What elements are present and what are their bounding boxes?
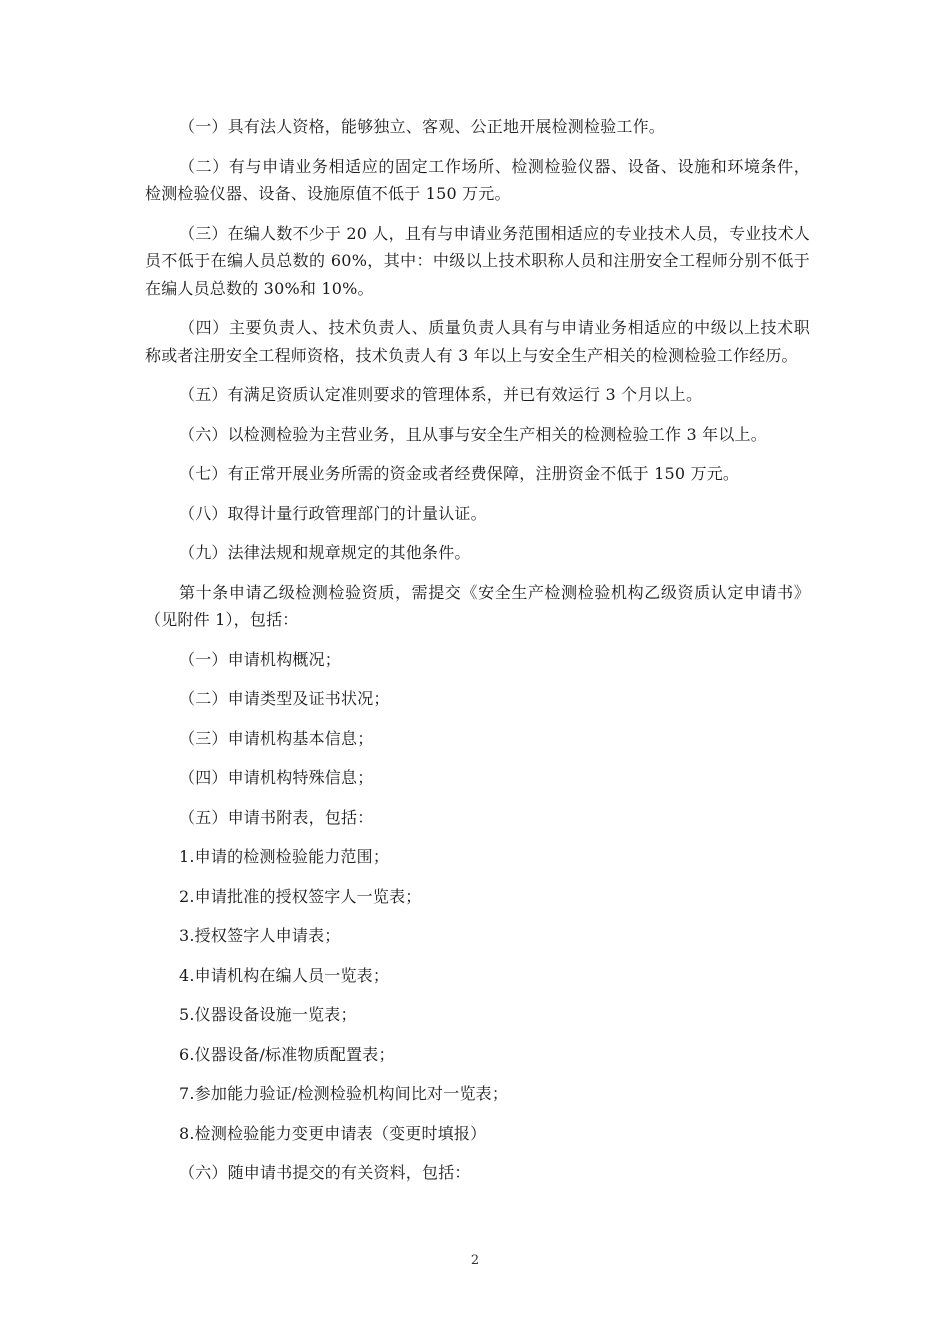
list-item: （六）随申请书提交的有关资料，包括： [179, 1163, 471, 1182]
numbered-item: 2.申请批准的授权签字人一览表； [179, 886, 422, 906]
paragraph: （九）法律法规和规章规定的其他条件。 [179, 543, 471, 562]
numbered-item: 5.仪器设备设施一览表； [179, 1005, 357, 1024]
paragraph: （五）有满足资质认定准则要求的管理体系，并已有效运行 3 个月以上。 [179, 385, 703, 404]
numbered-item: 4.申请机构在编人员一览表； [179, 965, 390, 985]
numbered-item: 1.申请的检测检验能力范围； [179, 847, 390, 866]
numbered-item: 7.参加能力验证/检测检验机构间比对一览表； [179, 1084, 509, 1103]
list-item: （三）申请机构基本信息； [179, 728, 374, 748]
paragraph: （二）有与申请业务相适应的固定工作场所、检测检验仪器、设备、设施和环境条件，检测检验仪器、设备、设施原值不低于 150 万元。 [145, 156, 810, 203]
numbered-item: 3.授权签字人申请表； [179, 926, 341, 945]
numbered-item: 8.检测检验能力变更申请表（变更时填报） [179, 1123, 487, 1143]
list-item: （五）申请书附表，包括： [179, 807, 374, 827]
list-item: （四）申请机构特殊信息； [179, 768, 374, 787]
page-number: 2 [470, 1253, 480, 1268]
paragraph: （六）以检测检验为主营业务，且从事与安全生产相关的检测检验工作 3 年以上。 [179, 424, 767, 444]
numbered-item: 6.仪器设备/标准物质配置表； [179, 1044, 395, 1064]
paragraph: （一）具有法人资格，能够独立、客观、公正地开展检测检验工作。 [179, 117, 666, 136]
paragraph: （八）取得计量行政管理部门的计量认证。 [179, 503, 487, 523]
article-paragraph: 第十条申请乙级检测检验资质，需提交《安全生产检测检验机构乙级资质认定申请书》（见附件 1），包括： [145, 582, 810, 629]
paragraph: （七）有正常开展业务所需的资金或者经费保障，注册资金不低于 150 万元。 [179, 464, 740, 483]
list-item: （二）申请类型及证书状况； [179, 689, 390, 708]
list-item: （一）申请机构概况； [179, 649, 342, 669]
document-body [145, 113, 810, 1199]
paragraph: （三）在编人数不少于 20 人，且有与申请业务范围相适应的专业技术人员，专业技术人员不低于在编人员总数的 60%，其中：中级以上技术职称人员和注册安全工程师分别不低于在编人员总数的 30%和 10%。 [145, 223, 810, 298]
paragraph: （四）主要负责人、技术负责人、质量负责人具有与申请业务相适应的中级以上技术职称或者注册安全工程师资格，技术负责人有 3 年以上与安全生产相关的检测检验工作经历。 [145, 318, 810, 365]
